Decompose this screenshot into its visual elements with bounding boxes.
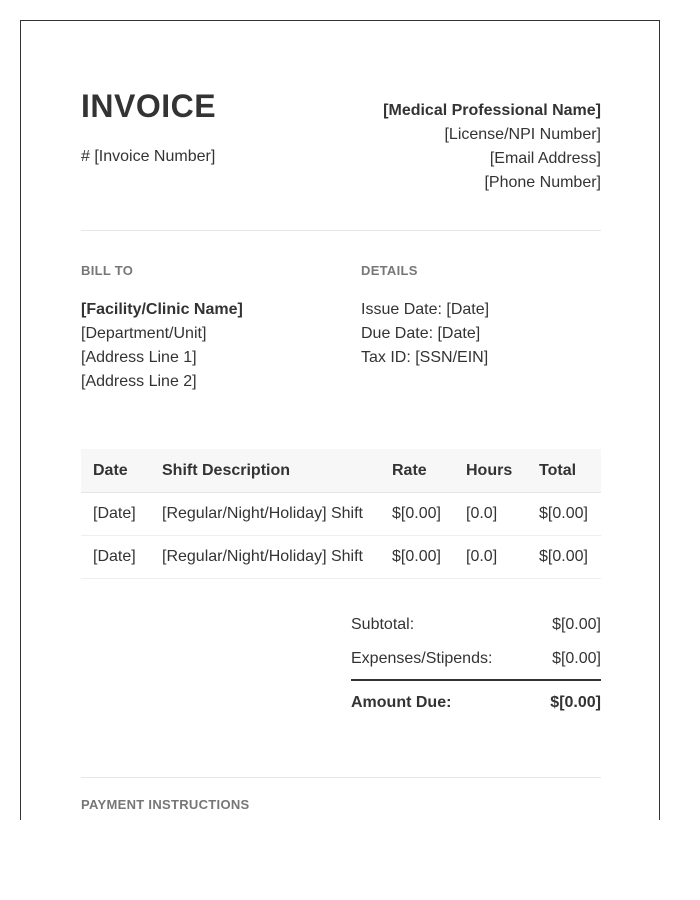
invoice-number: # [Invoice Number] — [81, 148, 216, 165]
invoice-page — [20, 20, 660, 820]
cell-date: [Date] — [81, 493, 150, 536]
amount-due-label: Amount Due: — [351, 694, 452, 711]
invoice-title: INVOICE — [81, 88, 217, 124]
facility-name: [Facility/Clinic Name] — [81, 301, 243, 318]
cell-rate: $[0.00] — [380, 493, 454, 536]
subtotal-row — [351, 611, 601, 645]
details-label: DETAILS — [361, 263, 418, 278]
column-header-rate: Rate — [380, 449, 454, 493]
table-row — [81, 493, 601, 536]
details-lines — [361, 298, 601, 370]
totals-section — [351, 611, 601, 721]
due-date: Due Date: [Date] — [361, 325, 481, 342]
cell-rate: $[0.00] — [380, 536, 454, 579]
shift-table — [81, 449, 601, 579]
cell-description: [Regular/Night/Holiday] Shift — [150, 493, 380, 536]
cell-total: $[0.00] — [527, 493, 601, 536]
column-header-total: Total — [527, 449, 601, 493]
expenses-value: $[0.00] — [552, 650, 601, 667]
column-header-description: Shift Description — [150, 449, 380, 493]
bill-to-section — [81, 263, 341, 394]
cell-total: $[0.00] — [527, 536, 601, 579]
column-header-hours: Hours — [454, 449, 527, 493]
footer-divider — [81, 777, 601, 778]
provider-name: [Medical Professional Name] — [383, 102, 601, 119]
department-unit: [Department/Unit] — [81, 325, 207, 342]
bill-to-lines — [81, 298, 341, 394]
amount-due-value: $[0.00] — [550, 694, 601, 711]
cell-hours: [0.0] — [454, 493, 527, 536]
tax-id: Tax ID: [SSN/EIN] — [361, 349, 489, 366]
column-header-date: Date — [81, 449, 150, 493]
payment-instructions-label: PAYMENT INSTRUCTIONS — [81, 797, 250, 812]
provider-license: [License/NPI Number] — [444, 126, 601, 143]
address-line-1: [Address Line 1] — [81, 349, 197, 366]
provider-info — [383, 99, 601, 195]
amount-due-row — [351, 681, 601, 721]
header-divider — [81, 230, 601, 231]
provider-email: [Email Address] — [489, 150, 601, 167]
expenses-label: Expenses/Stipends: — [351, 650, 493, 667]
provider-phone: [Phone Number] — [484, 174, 601, 191]
invoice-header — [81, 87, 601, 197]
cell-description: [Regular/Night/Holiday] Shift — [150, 536, 380, 579]
table-header-row — [81, 449, 601, 493]
issue-date: Issue Date: [Date] — [361, 301, 490, 318]
table-row — [81, 536, 601, 579]
address-line-2: [Address Line 2] — [81, 373, 197, 390]
cell-date: [Date] — [81, 536, 150, 579]
expenses-row — [351, 645, 601, 679]
details-section — [361, 263, 601, 370]
bill-to-label: BILL TO — [81, 263, 134, 278]
subtotal-label: Subtotal: — [351, 616, 415, 633]
cell-hours: [0.0] — [454, 536, 527, 579]
subtotal-value: $[0.00] — [552, 616, 601, 633]
